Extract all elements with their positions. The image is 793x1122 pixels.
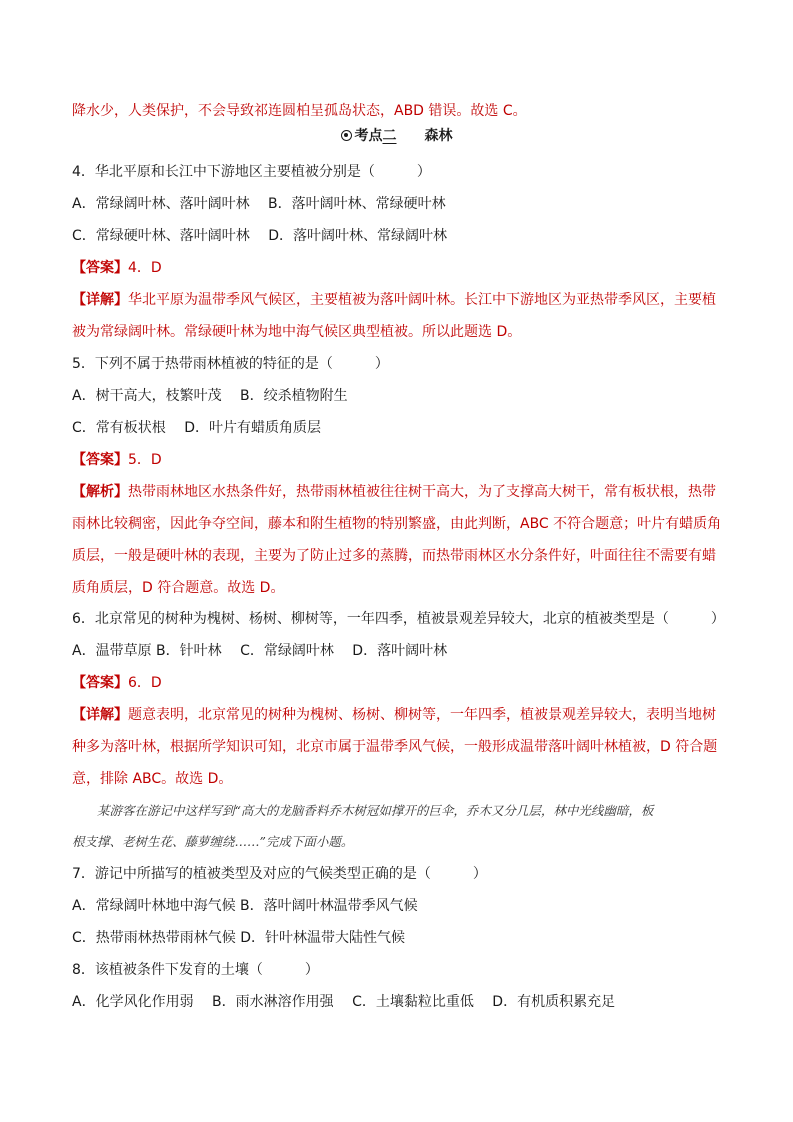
section-heading <box>0 126 793 146</box>
answer-value: 6．D <box>128 675 162 691</box>
heading-number: 二 <box>382 128 397 144</box>
answer-value: 4．D <box>128 260 162 276</box>
explanation-tag: 【详解】 <box>72 707 128 723</box>
answer-value: 5．D <box>128 452 162 468</box>
answer-tag: 【答案】 <box>72 452 128 468</box>
explanation-line: 质层，一般是硬叶林的表现，主要为了防止过多的蒸腾，而热带雨林区水分条件好，叶面往往不需要有蜡 <box>72 548 716 564</box>
option-line: C．热带雨林热带雨林气候 D．针叶林温带大陆性气候 <box>72 930 406 946</box>
option-line: A．常绿阔叶林地中海气候 B．落叶阔叶林温带季风气候 <box>72 898 418 914</box>
answer-line <box>72 258 732 278</box>
option-line: A．常绿阔叶林、落叶阔叶林 B．落叶阔叶林、常绿硬叶林 <box>72 196 446 212</box>
option-line: C．常绿硬叶林、落叶阔叶林 D．落叶阔叶林、常绿阔叶林 <box>72 228 448 244</box>
explanation-line: 雨林比较稠密，因此争夺空间，藤本和附生植物的特别繁盛，由此判断，ABC 不符合题意；叶片有蜡质角 <box>72 516 722 532</box>
option-line: A．温带草原 B．针叶林 C．常绿阔叶林 D．落叶阔叶林 <box>72 643 448 659</box>
explanation-tag: 【解析】 <box>72 484 128 500</box>
heading-prefix: 考点 <box>354 128 383 144</box>
question-7: 7．游记中所描写的植被类型及对应的气候类型正确的是（ ） <box>72 866 487 882</box>
explanation-line <box>72 705 732 725</box>
question-8: 8．该植被条件下发育的土壤（ ） <box>72 962 319 978</box>
explanation-tag: 【详解】 <box>72 292 128 308</box>
question-4: 4．华北平原和长江中下游地区主要植被分别是（ ） <box>72 164 431 180</box>
answer-tag: 【答案】 <box>72 260 128 276</box>
option-line: A．化学风化作用弱 B．雨水淋溶作用强 C．土壤黏粒比重低 D．有机质积累充足 <box>72 994 616 1010</box>
answer-tag: 【答案】 <box>72 675 128 691</box>
text-line: 降水少，人类保护，不会导致祁连圆柏呈孤岛状态，ABD 错误。故选 C。 <box>72 103 527 119</box>
explanation-line <box>72 482 732 502</box>
answer-line <box>72 673 732 693</box>
circled-dot-icon <box>341 130 352 141</box>
explanation-line <box>72 290 732 310</box>
explanation-line: 被为常绿阔叶林。常绿硬叶林为地中海气候区典型植被。所以此题选 D。 <box>72 324 522 340</box>
reading-passage: 某游客在游记中这样写到“高大的龙脑香料乔木树冠如撑开的巨伞，乔木又分几层，林中光线幽暗，板 <box>72 803 654 818</box>
explanation-text: 华北平原为温带季风气候区，主要植被为落叶阔叶林。长江中下游地区为亚热带季风区，主要植 <box>128 292 716 308</box>
option-line: A．树干高大，枝繁叶茂 B．绞杀植物附生 <box>72 388 348 404</box>
explanation-line: 意，排除 ABC。故选 D。 <box>72 771 233 787</box>
question-5: 5．下列不属于热带雨林植被的特征的是（ ） <box>72 356 389 372</box>
explanation-text: 题意表明，北京常见的树种为槐树、杨树、柳树等，一年四季，植被景观差异较大，表明当地树 <box>128 707 716 723</box>
answer-line <box>72 450 732 470</box>
explanation-text: 热带雨林地区水热条件好，热带雨林植被往往树干高大，为了支撑高大树干，常有板状根，热带 <box>128 484 716 500</box>
option-line: C．常有板状根 D．叶片有蜡质角质层 <box>72 420 322 436</box>
explanation-line: 种多为落叶林，根据所学知识可知，北京市属于温带季风气候，一般形成温带落叶阔叶林植被，D 符合题 <box>72 739 718 755</box>
explanation-line: 质角质层，D 符合题意。故选 D。 <box>72 580 285 596</box>
reading-passage: 根支撑、老树生花、藤萝缠绕……”完成下面小题。 <box>72 834 354 849</box>
question-6: 6．北京常见的树种为槐树、杨树、柳树等，一年四季，植被景观差异较大，北京的植被类型是（ ） <box>72 611 725 627</box>
heading-title: 森林 <box>424 128 453 144</box>
